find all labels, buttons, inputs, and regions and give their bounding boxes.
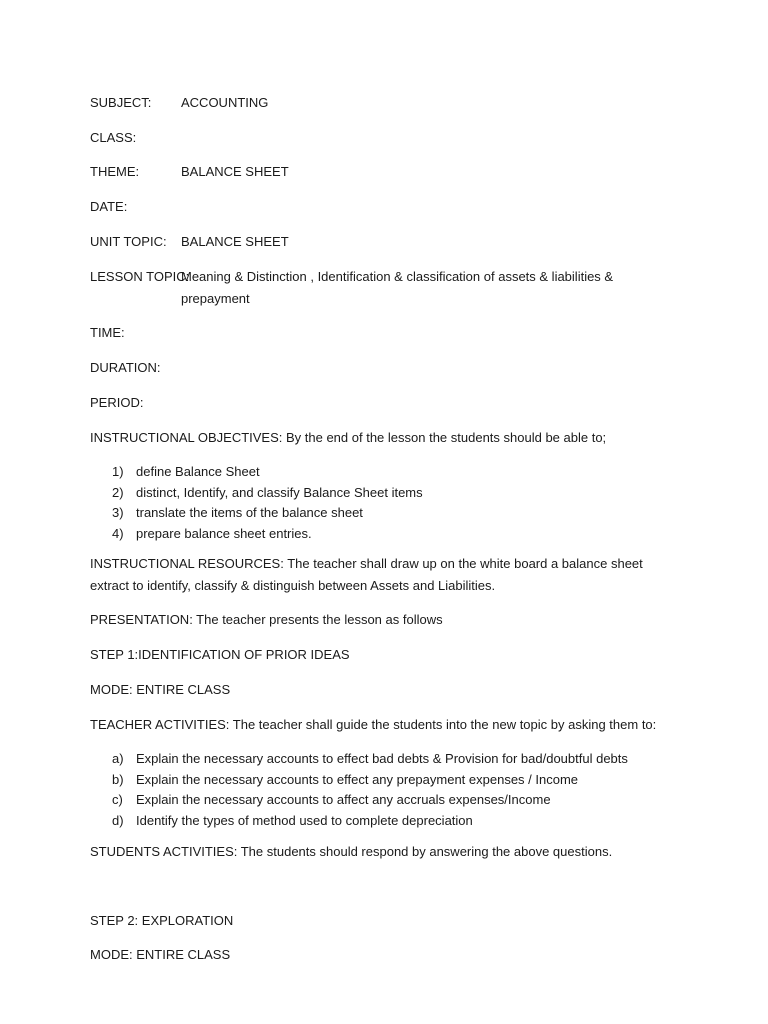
list-item-text: Explain the necessary accounts to effect bad debts & Provision for bad/doubtful debts — [136, 751, 628, 766]
list-item — [112, 748, 628, 769]
list-item-text: define Balance Sheet — [136, 464, 260, 479]
list-marker: c) — [112, 792, 123, 807]
list-item — [112, 810, 473, 831]
list-marker: b) — [112, 772, 124, 787]
lesson-topic-label: LESSON TOPIC: — [90, 269, 190, 284]
lesson-topic-continuation: prepayment — [181, 291, 250, 306]
class-row — [90, 127, 136, 148]
students-activities: STUDENTS ACTIVITIES: The students should respond by answering the above questions. — [90, 844, 613, 859]
subject-label: SUBJECT: — [90, 95, 152, 110]
list-marker: 3) — [112, 505, 124, 520]
list-marker: a) — [112, 751, 124, 766]
objectives-heading: INSTRUCTIONAL OBJECTIVES: By the end of the lesson the students should be able to; — [90, 430, 607, 445]
list-item-text: translate the items of the balance sheet — [136, 505, 363, 520]
lesson-topic-value: Meaning & Distinction , Identification & classification of assets & liabilities & — [181, 269, 614, 284]
time-label: TIME: — [90, 325, 125, 340]
lesson-topic-row — [90, 266, 614, 287]
list-item — [112, 482, 423, 503]
list-item — [112, 461, 260, 482]
list-item-text: prepare balance sheet entries. — [136, 526, 312, 541]
teacher-activities: TEACHER ACTIVITIES: The teacher shall guide the students into the new topic by asking them to: — [90, 717, 657, 732]
list-marker: 4) — [112, 526, 124, 541]
duration-label: DURATION: — [90, 360, 161, 375]
list-item-text: Explain the necessary accounts to affect any accruals expenses/Income — [136, 792, 551, 807]
duration-row — [90, 357, 161, 378]
date-label: DATE: — [90, 199, 128, 214]
theme-value: BALANCE SHEET — [181, 164, 289, 179]
step1-mode: MODE: ENTIRE CLASS — [90, 682, 231, 697]
list-marker: 1) — [112, 464, 124, 479]
presentation-text: PRESENTATION: The teacher presents the lesson as follows — [90, 612, 443, 627]
period-label: PERIOD: — [90, 395, 144, 410]
list-marker: d) — [112, 813, 124, 828]
unit-topic-value: BALANCE SHEET — [181, 234, 289, 249]
unit-topic-label: UNIT TOPIC: — [90, 234, 167, 249]
unit-topic-row — [90, 231, 289, 252]
time-row — [90, 322, 125, 343]
subject-value: ACCOUNTING — [181, 95, 269, 110]
date-row — [90, 196, 127, 217]
resources-line-2: extract to identify, classify & distinguish between Assets and Liabilities. — [90, 578, 496, 593]
step2-mode: MODE: ENTIRE CLASS — [90, 947, 231, 962]
list-item — [112, 789, 551, 810]
subject-row — [90, 92, 269, 113]
list-item — [112, 502, 363, 523]
list-item-text: distinct, Identify, and classify Balance Sheet items — [136, 485, 423, 500]
period-row — [90, 392, 143, 413]
list-marker: 2) — [112, 485, 124, 500]
list-item — [112, 769, 578, 790]
list-item-text: Identify the types of method used to complete depreciation — [136, 813, 473, 828]
theme-row — [90, 161, 289, 182]
list-item — [112, 523, 312, 544]
class-label: CLASS: — [90, 130, 137, 145]
theme-label: THEME: — [90, 164, 140, 179]
resources-line-1: INSTRUCTIONAL RESOURCES: The teacher shall draw up on the white board a balance sheet — [90, 556, 643, 571]
step1-title: STEP 1:IDENTIFICATION OF PRIOR IDEAS — [90, 647, 350, 662]
step2-title: STEP 2: EXPLORATION — [90, 913, 234, 928]
list-item-text: Explain the necessary accounts to effect any prepayment expenses / Income — [136, 772, 579, 787]
